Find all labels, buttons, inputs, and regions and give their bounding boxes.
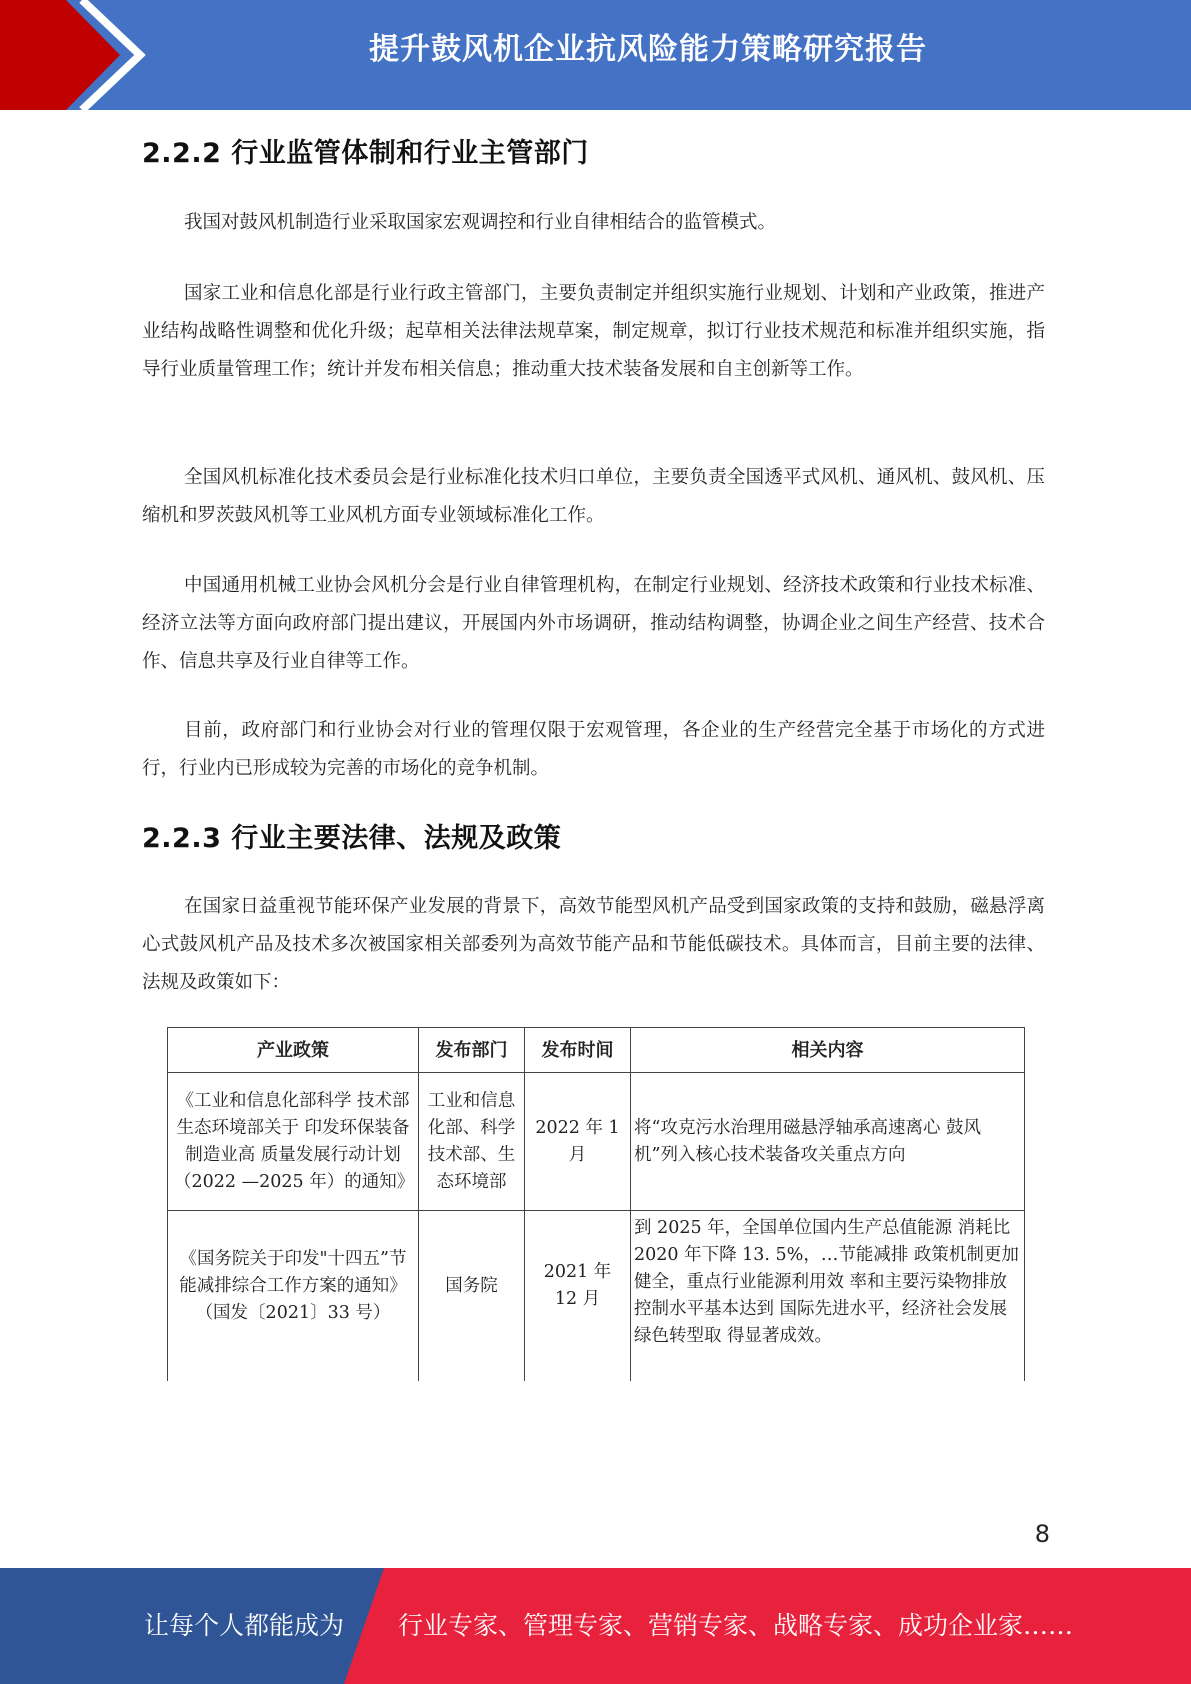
paragraph: 我国对鼓风机制造行业采取国家宏观调控和行业自律相结合的监管模式。	[184, 212, 777, 233]
date-cell: 2021 年 12 月	[525, 1211, 631, 1382]
paragraph: 目前，政府部门和行业协会对行业的管理仅限于宏观管理，各企业的生产经营完全基于市场化的方式进行，行业内已形成较为完善的市场化的竞争机制。	[142, 720, 1045, 779]
section-heading-2-2-2: 2.2.2 行业监管体制和行业主管部门	[142, 138, 589, 169]
column-header-department: 发布部门	[419, 1028, 525, 1073]
date-cell: 2022 年 1 月	[525, 1073, 631, 1211]
page-footer	[0, 1568, 1191, 1684]
paragraph: 全国风机标准化技术委员会是行业标准化技术归口单位，主要负责全国透平式风机、通风机、鼓风机、压缩机和罗茨鼓风机等工业风机方面专业领域标准化工作。	[142, 467, 1045, 526]
policy-cell: 《国务院关于印发"十四五”节能减排综合工作方案的通知》（国发〔2021〕33 号）	[168, 1211, 419, 1382]
policy-table	[167, 1027, 1025, 1381]
page-header	[0, 0, 1191, 110]
column-header-date: 发布时间	[525, 1028, 631, 1073]
column-header-policy: 产业政策	[168, 1028, 419, 1073]
paragraph: 国家工业和信息化部是行业行政主管部门，主要负责制定并组织实施行业规划、计划和产业政策，推进产业结构战略性调整和优化升级；起草相关法律法规草案，制定规章，拟订行业技术规范和标准并组织实施，指导行业质量管理工作；统计并发布相关信息；推动重大技术装备发展和自主创新等工作。	[142, 283, 1045, 380]
table-row	[168, 1211, 1025, 1382]
footer-slogan-left: 让每个人都能成为	[144, 1611, 345, 1640]
paragraph: 中国通用机械工业协会风机分会是行业自律管理机构，在制定行业规划、经济技术政策和行业技术标准、经济立法等方面向政府部门提出建议，开展国内外市场调研，推动结构调整，协调企业之间生产经营、技术合作、信息共享及行业自律等工作。	[142, 575, 1045, 672]
policy-cell: 《工业和信息化部科学 技术部生态环境部关于 印发环保装备制造业高 质量发展行动计划（2022 —2025 年）的通知》	[168, 1073, 419, 1211]
department-cell: 国务院	[419, 1211, 525, 1382]
table-header-row	[168, 1028, 1025, 1073]
report-title: 提升鼓风机企业抗风险能力策略研究报告	[369, 32, 927, 67]
content-cell: 到 2025 年，全国单位国内生产总值能源 消耗比 2020 年下降 13. 5%，…节能减排 政策机制更加健全，重点行业能源利用效 率和主要污染物排放控制水平基本达到 国际先进水平，经济社会发展绿色转型取 得显著成效。	[631, 1211, 1025, 1382]
table-row	[168, 1073, 1025, 1211]
paragraph: 在国家日益重视节能环保产业发展的背景下，高效节能型风机产品受到国家政策的支持和鼓励，磁悬浮离心式鼓风机产品及技术多次被国家相关部委列为高效节能产品和节能低碳技术。具体而言，目前主要的法律、法规及政策如下：	[142, 896, 1045, 993]
column-header-content: 相关内容	[631, 1028, 1025, 1073]
footer-slogan-right: 行业专家、管理专家、营销专家、战略专家、成功企业家……	[398, 1611, 1074, 1640]
page-number: 8	[1034, 1520, 1050, 1548]
section-heading-2-2-3: 2.2.3 行业主要法律、法规及政策	[142, 823, 562, 854]
department-cell: 工业和信息化部、科学技术部、生态环境部	[419, 1073, 525, 1211]
content-cell: 将“攻克污水治理用磁悬浮轴承高速离心 鼓风机”列入核心技术装备攻关重点方向	[631, 1073, 1025, 1211]
